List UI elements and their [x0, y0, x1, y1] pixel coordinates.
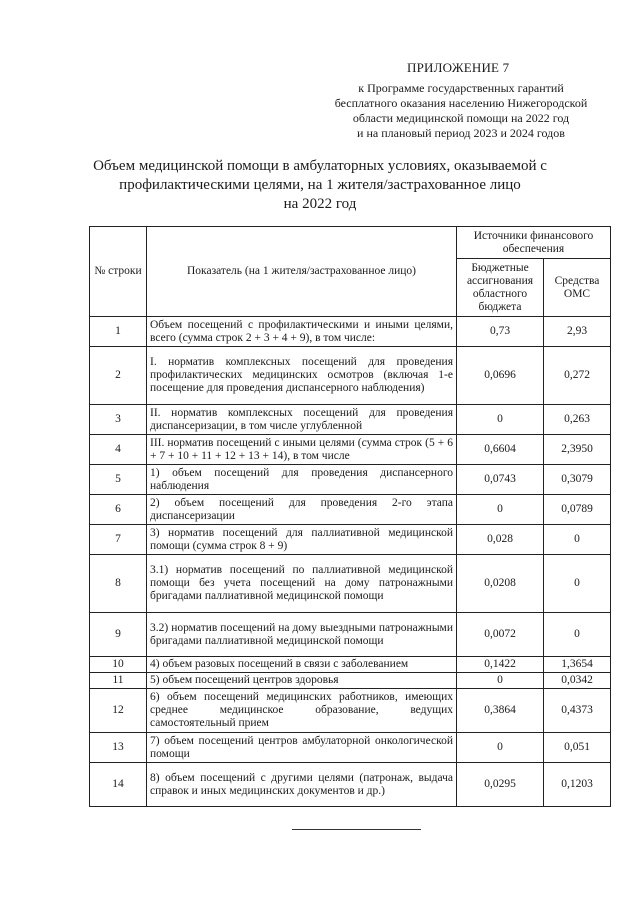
- row-number: 2: [90, 347, 147, 405]
- table-row: [90, 613, 611, 657]
- appendix-label: ПРИЛОЖЕНИЕ 7: [407, 60, 510, 75]
- row-number: 9: [90, 613, 147, 657]
- oms-value: 0,1203: [544, 763, 611, 807]
- oms-value: 0,263: [544, 405, 611, 435]
- budget-value: 0: [457, 495, 544, 525]
- document-title-line: Объем медицинской помощи в амбулаторных условиях, оказываемой с: [93, 158, 547, 174]
- oms-header: Средства ОМС: [544, 259, 611, 317]
- end-of-document-rule: [292, 829, 421, 830]
- program-reference-line: области медицинской помощи на 2022 год: [352, 111, 570, 125]
- budget-value: 0: [457, 733, 544, 763]
- table-row: [90, 465, 611, 495]
- indicator-text: 2) объем посещений для проведения 2-го этапа диспансеризации: [147, 495, 457, 525]
- indicator-text: II. норматив комплексных посещений для проведения диспансеризации, в том числе углубленной: [147, 405, 457, 435]
- oms-value: 2,3950: [544, 435, 611, 465]
- indicator-text: I. норматив комплексных посещений для проведения профилактических медицинских осмотров (включая 1-е посещение для проведения диспансерного наблюдения): [147, 347, 457, 405]
- indicator-text: 4) объем разовых посещений в связи с заболеванием: [147, 657, 457, 673]
- document-title: [70, 157, 570, 214]
- table-row: [90, 525, 611, 555]
- oms-value: 1,3654: [544, 657, 611, 673]
- oms-value: 0,0789: [544, 495, 611, 525]
- table-row: [90, 689, 611, 733]
- row-number: 7: [90, 525, 147, 555]
- budget-value: 0,3864: [457, 689, 544, 733]
- row-number: 12: [90, 689, 147, 733]
- volume-table: [89, 226, 611, 807]
- indicator-text: Объем посещений с профилактическими и иными целями, всего (сумма строк 2 + 3 + 4 + 9), в том числе:: [147, 317, 457, 347]
- table-body: [90, 227, 611, 807]
- indicator-text: 3) норматив посещений для паллиативной медицинской помощи (сумма строк 8 + 9): [147, 525, 457, 555]
- row-number: 6: [90, 495, 147, 525]
- row-number: 10: [90, 657, 147, 673]
- table-row: [90, 657, 611, 673]
- table-row: [90, 405, 611, 435]
- oms-value: 0,051: [544, 733, 611, 763]
- indicator-text: 3.1) норматив посещений по паллиативной медицинской помощи без учета посещений на дому патронажными бригадами паллиативной медицинской помощи: [147, 555, 457, 613]
- table-row: [90, 317, 611, 347]
- row-number: 13: [90, 733, 147, 763]
- budget-value: 0,73: [457, 317, 544, 347]
- row-number: 11: [90, 673, 147, 689]
- budget-value: 0,1422: [457, 657, 544, 673]
- budget-value: 0,0208: [457, 555, 544, 613]
- document-title-line: на 2022 год: [283, 196, 357, 212]
- budget-value: 0,028: [457, 525, 544, 555]
- table-row: [90, 495, 611, 525]
- budget-value: 0,6604: [457, 435, 544, 465]
- row-number: 1: [90, 317, 147, 347]
- oms-value: 0,0342: [544, 673, 611, 689]
- indicator-text: 3.2) норматив посещений на дому выездными патронажными бригадами паллиативной медицинской помощи: [147, 613, 457, 657]
- document-title-line: профилактическими целями, на 1 жителя/застрахованное лицо: [119, 177, 521, 193]
- budget-header: Бюджетные ассигнования областного бюджета: [457, 259, 544, 317]
- indicator-header: Показатель (на 1 жителя/застрахованное лицо): [147, 227, 457, 317]
- budget-value: 0,0743: [457, 465, 544, 495]
- budget-value: 0,0696: [457, 347, 544, 405]
- oms-value: 0,3079: [544, 465, 611, 495]
- program-reference-line: и на плановый период 2023 и 2024 годов: [357, 126, 565, 140]
- table-row: [90, 673, 611, 689]
- oms-value: 0: [544, 555, 611, 613]
- oms-value: 2,93: [544, 317, 611, 347]
- funding-sources-header: Источники финансового обеспечения: [457, 227, 611, 259]
- row-number: 4: [90, 435, 147, 465]
- budget-value: 0,0295: [457, 763, 544, 807]
- program-reference: [300, 81, 622, 141]
- table-row: [90, 435, 611, 465]
- row-number-header: № строки: [90, 227, 147, 317]
- indicator-text: 7) объем посещений центров амбулаторной онкологической помощи: [147, 733, 457, 763]
- row-number: 14: [90, 763, 147, 807]
- oms-value: 0: [544, 613, 611, 657]
- table-row: [90, 763, 611, 807]
- header-row: [90, 227, 611, 259]
- indicator-text: III. норматив посещений с иными целями (сумма строк (5 + 6 + 7 + 10 + 11 + 12 + 13 + 14), в том числе: [147, 435, 457, 465]
- program-reference-line: бесплатного оказания населению Нижегородской: [334, 96, 588, 110]
- budget-value: 0: [457, 405, 544, 435]
- row-number: 5: [90, 465, 147, 495]
- indicator-text: 1) объем посещений для проведения диспансерного наблюдения: [147, 465, 457, 495]
- budget-value: 0: [457, 673, 544, 689]
- oms-value: 0: [544, 525, 611, 555]
- indicator-text: 6) объем посещений медицинских работников, имеющих среднее медицинское образование, ведущих самостоятельный прием: [147, 689, 457, 733]
- program-reference-line: к Программе государственных гарантий: [358, 81, 564, 95]
- row-number: 3: [90, 405, 147, 435]
- budget-value: 0,0072: [457, 613, 544, 657]
- indicator-text: 8) объем посещений с другими целями (патронаж, выдача справок и иных медицинских документов и др.): [147, 763, 457, 807]
- table-row: [90, 347, 611, 405]
- oms-value: 0,4373: [544, 689, 611, 733]
- table-row: [90, 555, 611, 613]
- indicator-text: 5) объем посещений центров здоровья: [147, 673, 457, 689]
- table-row: [90, 733, 611, 763]
- oms-value: 0,272: [544, 347, 611, 405]
- row-number: 8: [90, 555, 147, 613]
